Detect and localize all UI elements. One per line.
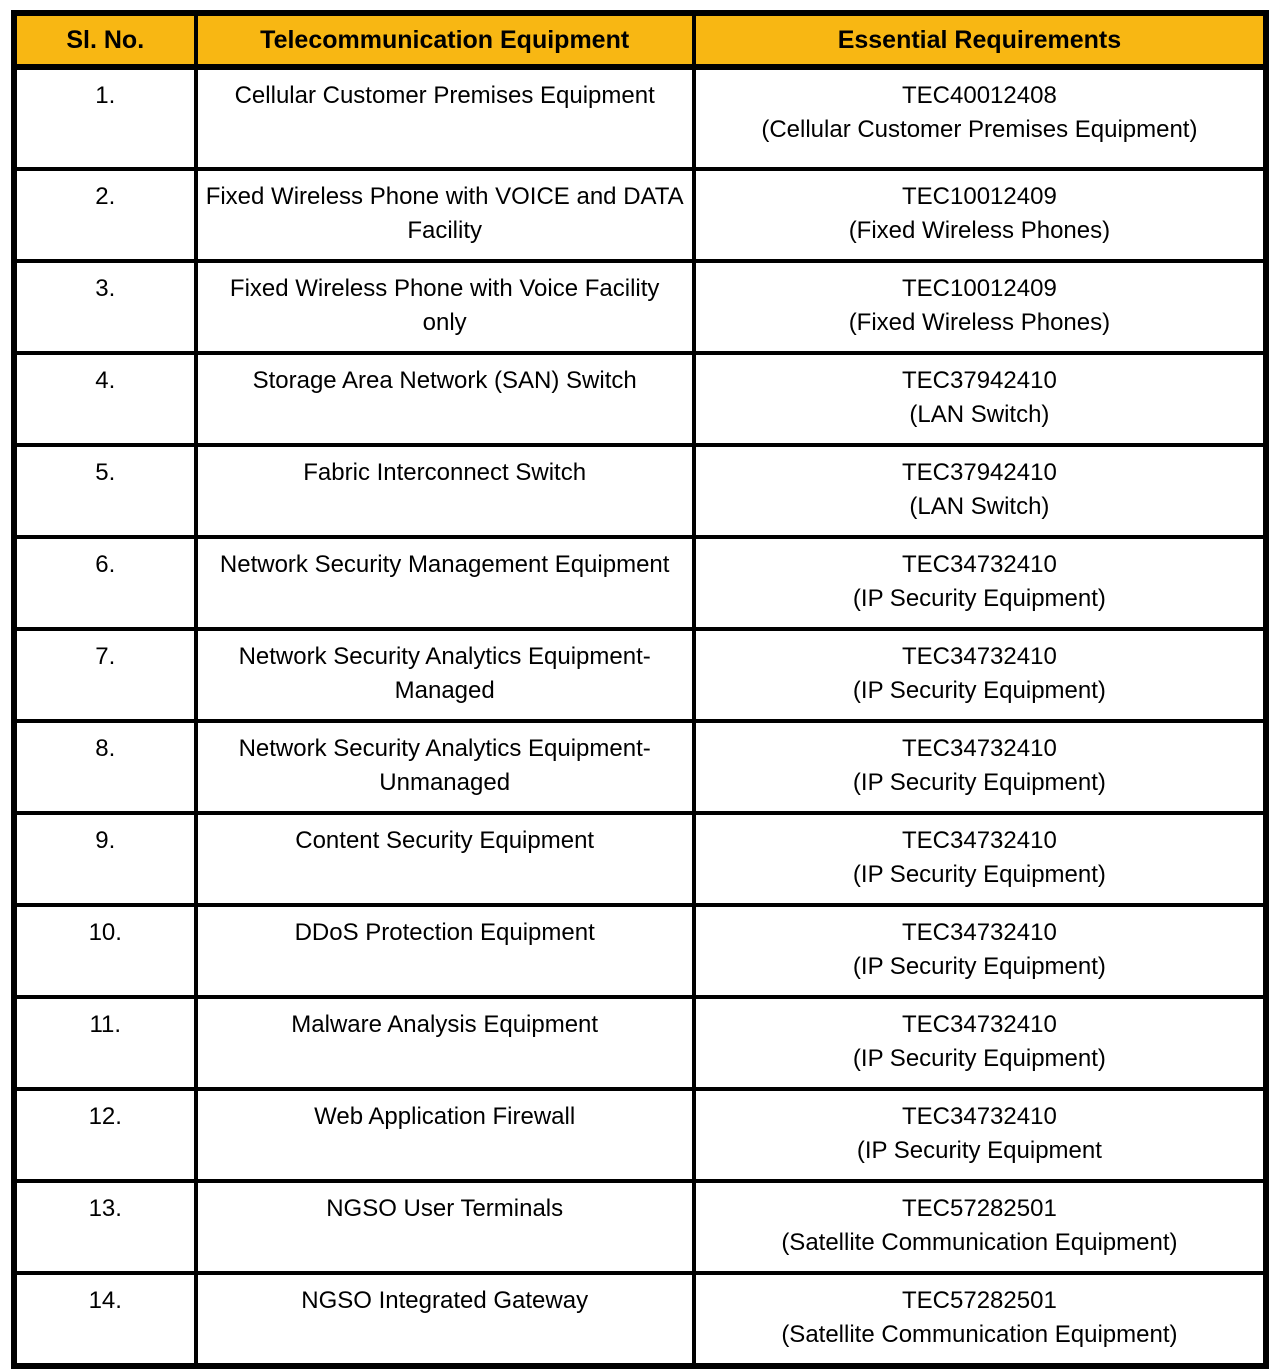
table-header: [14, 13, 1266, 67]
table-row: [14, 997, 1266, 1089]
header-requirements: Essential Requirements: [694, 13, 1266, 67]
table-row: [14, 1273, 1266, 1366]
sl-cell: 9.: [14, 813, 196, 905]
table-row: [14, 813, 1266, 905]
requirement-name: (LAN Switch): [909, 493, 1050, 520]
requirement-cell: [694, 813, 1266, 905]
requirement-code: TEC57282501: [902, 1287, 1057, 1314]
sl-cell: 14.: [14, 1273, 196, 1366]
requirement-code: TEC34732410: [902, 1011, 1057, 1038]
table-row: [14, 1089, 1266, 1181]
requirement-name: (Satellite Communication Equipment): [781, 1321, 1178, 1348]
table-row: [14, 629, 1266, 721]
requirement-cell: [694, 1089, 1266, 1181]
requirement-cell: [694, 445, 1266, 537]
sl-cell: 2.: [14, 169, 196, 261]
requirement-code: TEC34732410: [902, 735, 1057, 762]
table-body: [14, 67, 1266, 1366]
sl-cell: 5.: [14, 445, 196, 537]
essential-requirements-table: [11, 10, 1269, 1369]
table-row: [14, 721, 1266, 813]
sl-cell: 4.: [14, 353, 196, 445]
table-row: [14, 1181, 1266, 1273]
requirement-cell: [694, 1181, 1266, 1273]
sl-cell: 10.: [14, 905, 196, 997]
equipment-cell: Network Security Analytics Equipment- Unmanaged: [196, 721, 694, 813]
equipment-cell: Storage Area Network (SAN) Switch: [196, 353, 694, 445]
table-row: [14, 169, 1266, 261]
requirement-name: (IP Security Equipment: [856, 1137, 1102, 1164]
requirement-name: (Satellite Communication Equipment): [781, 1229, 1178, 1256]
requirement-name: (IP Security Equipment): [852, 1045, 1106, 1072]
equipment-cell: Fabric Interconnect Switch: [196, 445, 694, 537]
requirement-code: TEC40012408: [902, 82, 1057, 109]
sl-cell: 1.: [14, 67, 196, 169]
requirement-name: (Cellular Customer Premises Equipment): [761, 116, 1198, 143]
requirement-name: (Fixed Wireless Phones): [848, 217, 1111, 244]
equipment-cell: Content Security Equipment: [196, 813, 694, 905]
requirement-code: TEC57282501: [902, 1195, 1057, 1222]
equipment-cell: Fixed Wireless Phone with VOICE and DATA Facility: [196, 169, 694, 261]
requirement-cell: [694, 353, 1266, 445]
table-row: [14, 905, 1266, 997]
requirement-code: TEC34732410: [902, 1103, 1057, 1130]
equipment-cell: Malware Analysis Equipment: [196, 997, 694, 1089]
table-row: [14, 537, 1266, 629]
requirement-cell: [694, 169, 1266, 261]
requirement-name: (IP Security Equipment): [852, 585, 1106, 612]
requirement-code: TEC37942410: [902, 459, 1057, 486]
header-equipment: Telecommunication Equipment: [196, 13, 694, 67]
table-row: [14, 445, 1266, 537]
equipment-cell: Fixed Wireless Phone with Voice Facility only: [196, 261, 694, 353]
equipment-cell: Web Application Firewall: [196, 1089, 694, 1181]
header-sl-no: Sl. No.: [14, 13, 196, 67]
requirement-code: TEC10012409: [902, 183, 1057, 210]
requirement-cell: [694, 67, 1266, 169]
requirement-name: (IP Security Equipment): [852, 861, 1106, 888]
requirement-name: (LAN Switch): [909, 401, 1050, 428]
equipment-cell: Cellular Customer Premises Equipment: [196, 67, 694, 169]
sl-cell: 3.: [14, 261, 196, 353]
requirement-name: (IP Security Equipment): [852, 953, 1106, 980]
sl-cell: 11.: [14, 997, 196, 1089]
sl-cell: 7.: [14, 629, 196, 721]
sl-cell: 8.: [14, 721, 196, 813]
requirement-cell: [694, 1273, 1266, 1366]
requirement-cell: [694, 905, 1266, 997]
requirement-cell: [694, 261, 1266, 353]
header-row: [14, 13, 1266, 67]
requirement-code: TEC10012409: [902, 275, 1057, 302]
requirement-code: TEC34732410: [902, 919, 1057, 946]
requirement-cell: [694, 537, 1266, 629]
sl-cell: 6.: [14, 537, 196, 629]
requirement-code: TEC34732410: [902, 827, 1057, 854]
requirement-code: TEC37942410: [902, 367, 1057, 394]
requirement-cell: [694, 997, 1266, 1089]
requirement-cell: [694, 629, 1266, 721]
requirement-cell: [694, 721, 1266, 813]
requirement-code: TEC34732410: [902, 643, 1057, 670]
equipment-cell: NGSO User Terminals: [196, 1181, 694, 1273]
table-row: [14, 353, 1266, 445]
equipment-cell: DDoS Protection Equipment: [196, 905, 694, 997]
requirement-code: TEC34732410: [902, 551, 1057, 578]
sl-cell: 13.: [14, 1181, 196, 1273]
table-row: [14, 261, 1266, 353]
equipment-cell: Network Security Management Equipment: [196, 537, 694, 629]
requirement-name: (Fixed Wireless Phones): [848, 309, 1111, 336]
table-row: [14, 67, 1266, 169]
requirement-name: (IP Security Equipment): [852, 677, 1106, 704]
sl-cell: 12.: [14, 1089, 196, 1181]
equipment-cell: Network Security Analytics Equipment- Managed: [196, 629, 694, 721]
requirement-name: (IP Security Equipment): [852, 769, 1106, 796]
equipment-cell: NGSO Integrated Gateway: [196, 1273, 694, 1366]
